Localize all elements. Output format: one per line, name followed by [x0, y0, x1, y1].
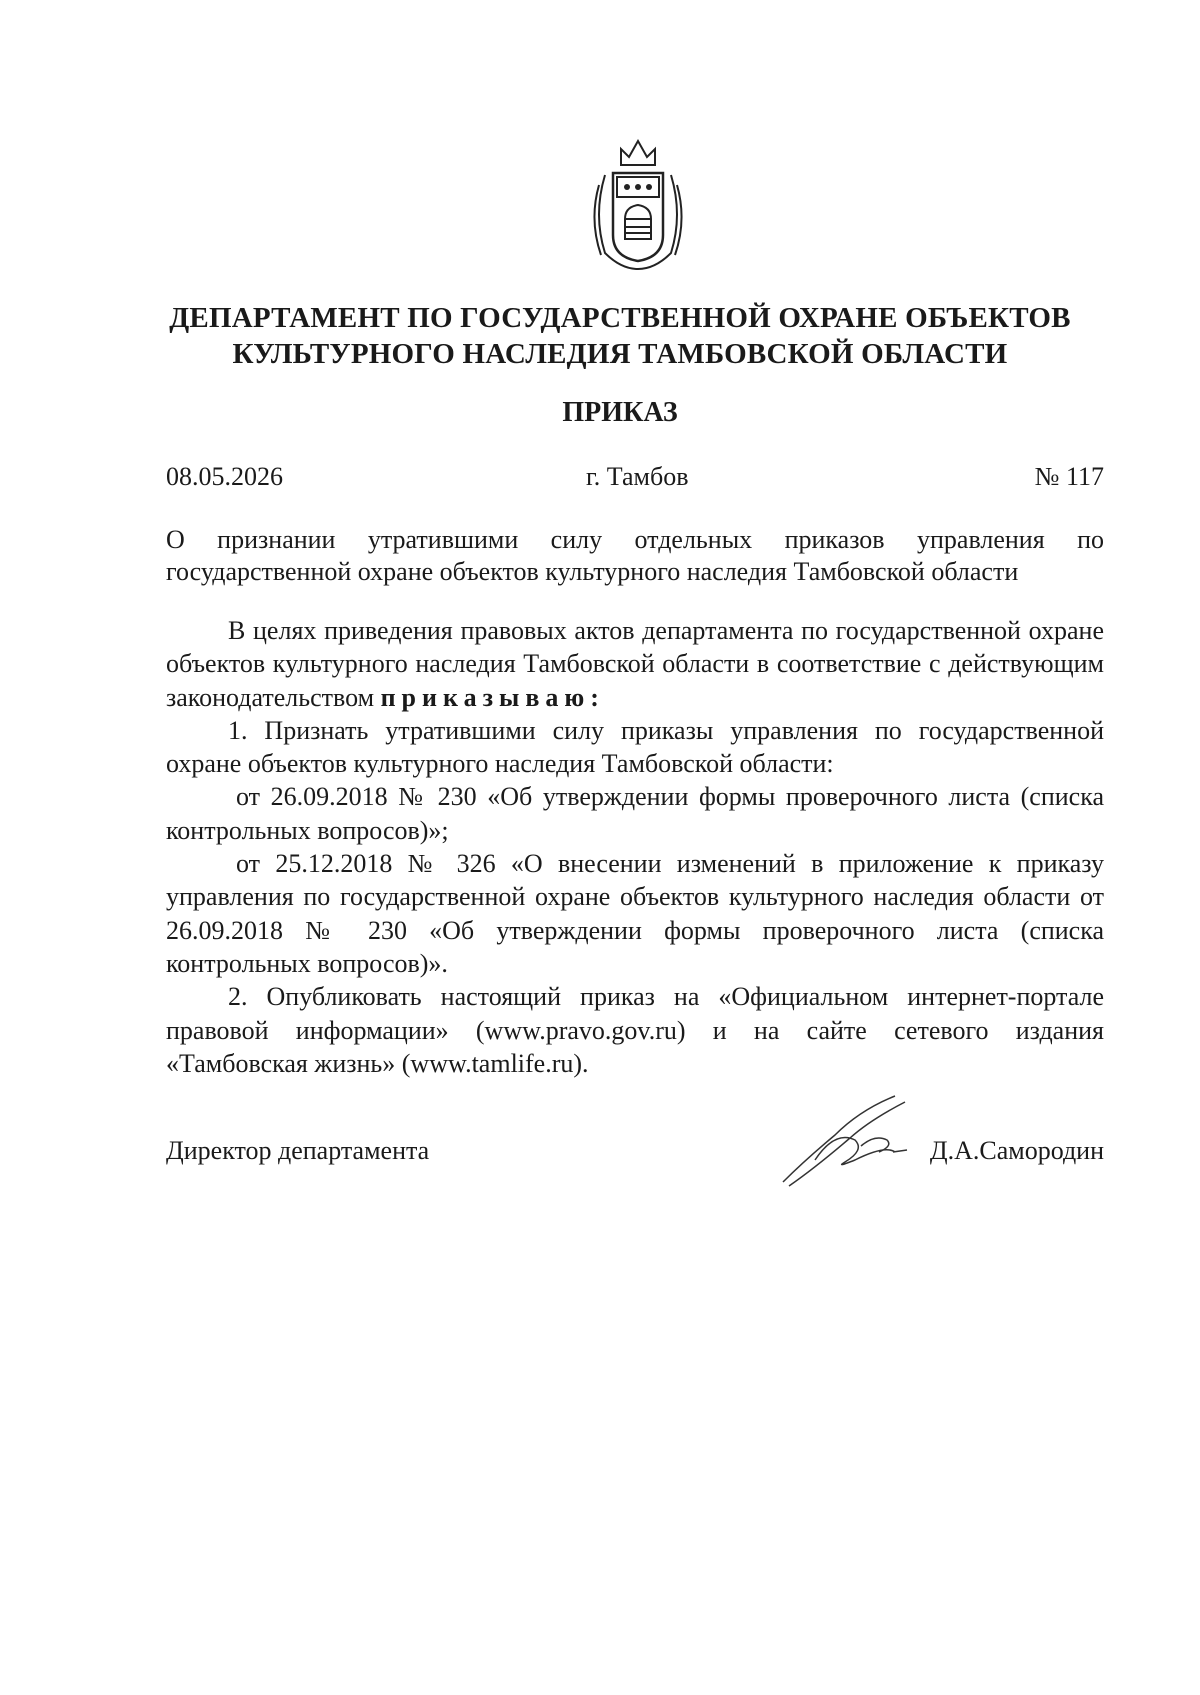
- document-date: 08.05.2026: [166, 462, 283, 491]
- document-subject: О признании утратившими силу отдельных приказов управления по государственной охране объектов культурного наследия Тамбовской области: [166, 525, 1104, 586]
- document-kind: ПРИКАЗ: [562, 397, 678, 428]
- signatory-title: Директор департамента: [166, 1136, 430, 1165]
- document-body: [166, 614, 1104, 1080]
- document-city: г. Тамбов: [586, 462, 689, 491]
- signatory-name: Д.А.Самородин: [929, 1136, 1104, 1165]
- document-number: № 117: [1034, 462, 1104, 491]
- action-word: приказываю:: [380, 682, 605, 712]
- item-2: 2. Опубликовать настоящий приказ на «Официальном интернет-портале правовой информации» (www.pravo.gov.ru) и на сайте сетевого издания «Тамбовская жизнь» (www.tamlife.ru).: [166, 982, 1104, 1078]
- item-1-a: от 26.09.2018 № 230 «Об утверждении формы проверочного листа (списка контрольных вопросов)»;: [166, 782, 1104, 845]
- organization-name-line1: ДЕПАРТАМЕНТ ПО ГОСУДАРСТВЕННОЙ ОХРАНЕ ОБЪЕКТОВ: [169, 302, 1071, 334]
- organization-name: [150, 300, 1090, 372]
- item-1: 1. Признать утратившими силу приказы управления по государственной охране объектов культурного наследия Тамбовской области:: [166, 715, 1104, 779]
- intro-text: В целях приведения правовых актов департамента по государственной охране объектов культурного наследия Тамбовской области в соответствие с действующим законодательством: [166, 616, 1104, 712]
- organization-name-line2: КУЛЬТУРНОГО НАСЛЕДИЯ ТАМБОВСКОЙ ОБЛАСТИ: [232, 338, 1008, 370]
- intro-paragraph: [166, 614, 1104, 714]
- item-1-b: от 25.12.2018 № 326 «О внесении изменений в приложение к приказу управления по государственной охране объектов культурного наследия области от 26.09.2018 № 230 «Об утверждении формы проверочного листа (списка контрольных вопросов)».: [166, 849, 1104, 978]
- document-meta: [166, 462, 1104, 494]
- coat-of-arms-icon: [585, 135, 691, 273]
- signature-icon: [775, 1090, 935, 1190]
